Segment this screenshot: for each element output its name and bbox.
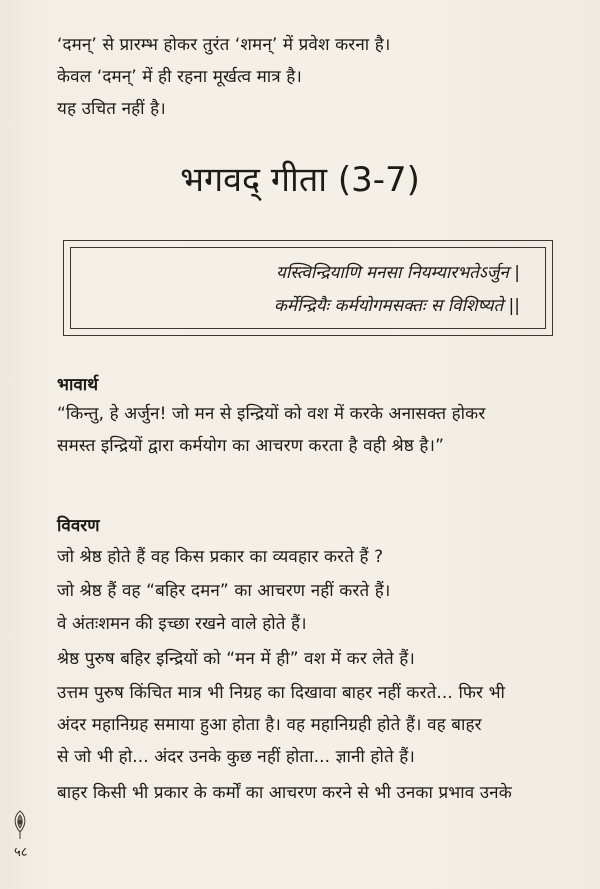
explanation-line-1: जो श्रेष्ठ होते हैं वह किस प्रकार का व्यवहार करते हैं ? — [57, 547, 384, 567]
explanation-line-4: श्रेष्ठ पुरुष बहिर इन्द्रियों को “मन में ही” वश में कर लेते हैं। — [57, 649, 415, 669]
explanation-line-5: उत्तम पुरुष किंचित मात्र भी निग्रह का दिखावा बाहर नहीं करते... फिर भी — [57, 683, 506, 703]
explanation-line-3: वे अंतःशमन की इच्छा रखने वाले होते हैं। — [57, 614, 307, 634]
page-number: ५८ — [14, 845, 28, 860]
explanation-line-7: से जो भी हो... अंदर उनके कुछ नहीं होता... ज्ञानी होते हैं। — [57, 747, 415, 767]
verse-line-2: कर्मेन्द्रियैः कर्मयोगमसक्तः स विशिष्यते || — [273, 296, 520, 316]
chapter-title: भगवद् गीता (3-7) — [180, 160, 420, 200]
explanation-heading: विवरण — [57, 516, 100, 536]
intro-line-3: यह उचित नहीं है। — [57, 99, 166, 119]
meaning-line-2: समस्त इन्द्रियों द्वारा कर्मयोग का आचरण करता है वही श्रेष्ठ है।” — [57, 436, 444, 456]
explanation-line-2: जो श्रेष्ठ हैं वह “बहिर दमन” का आचरण नहीं करते हैं। — [57, 581, 391, 601]
explanation-line-8: बाहर किसी भी प्रकार के कर्मों का आचरण करने से भी उनका प्रभाव उनके — [57, 783, 512, 803]
meaning-heading: भावार्थ — [57, 375, 99, 395]
intro-line-2: केवल ‘दमन्’ में ही रहना मूर्खत्व मात्र है। — [57, 67, 302, 87]
peacock-feather-icon — [11, 810, 29, 840]
meaning-line-1: “किन्तु, हे अर्जुन! जो मन से इन्द्रियों को वश में करके अनासक्त होकर — [57, 404, 486, 424]
verse-line-1: यस्त्विन्द्रियाणि मनसा नियम्यारभतेऽर्जुन | — [276, 263, 520, 283]
explanation-line-6: अंदर महानिग्रह समाया हुआ होता है। वह महानिग्रही होते हैं। वह बाहर — [57, 715, 482, 735]
intro-line-1: ‘दमन्’ से प्रारम्भ होकर तुरंत ‘शमन्’ में प्रवेश करना है। — [57, 35, 391, 55]
